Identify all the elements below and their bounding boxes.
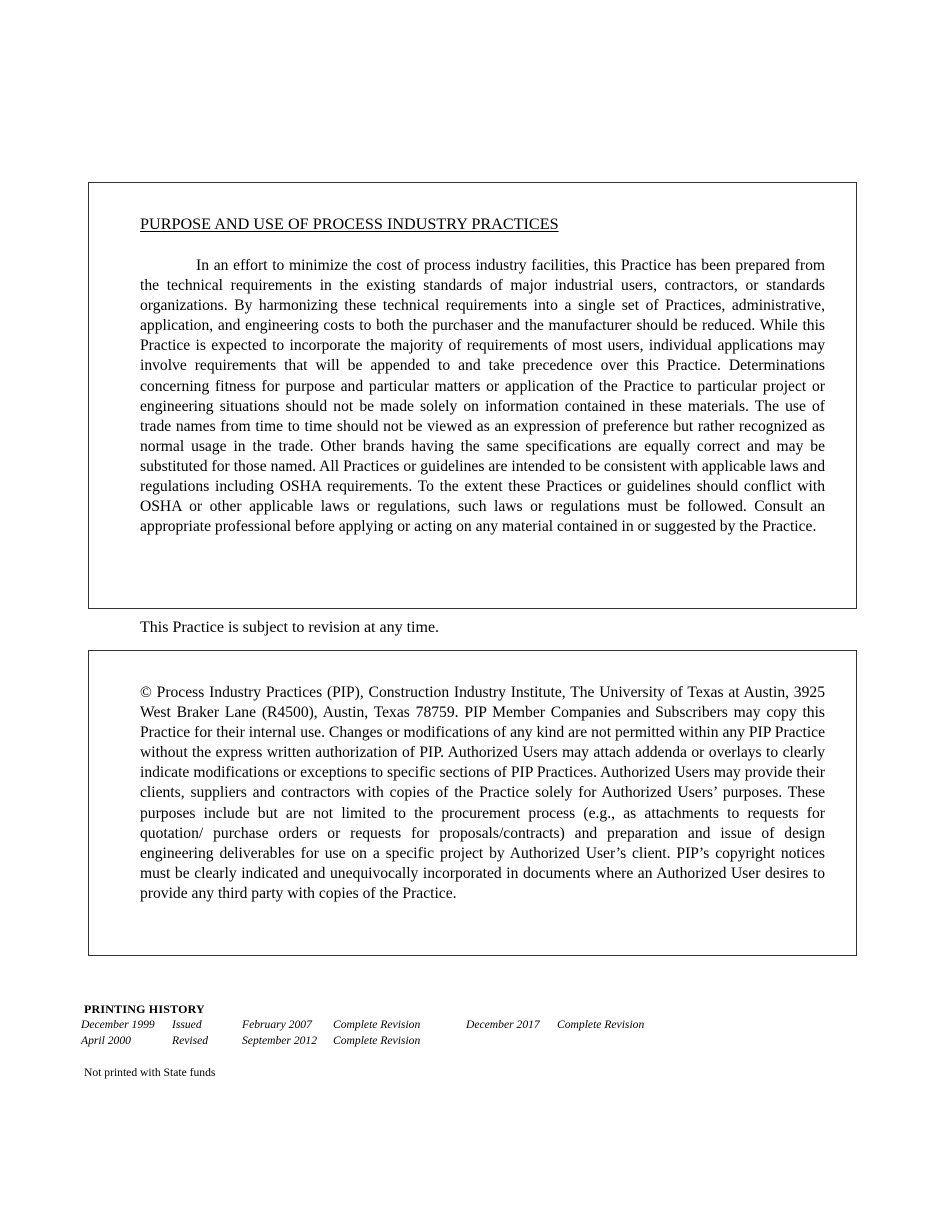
- printing-history-heading: PRINTING HISTORY: [84, 1002, 205, 1016]
- revision-note: This Practice is subject to revision at any time.: [140, 619, 440, 636]
- history-action: Complete Revision: [333, 1018, 421, 1031]
- purpose-title: PURPOSE AND USE OF PROCESS INDUSTRY PRACTICES: [140, 215, 559, 233]
- history-date: February 2007: [242, 1018, 312, 1031]
- copyright-paragraph: © Process Industry Practices (PIP), Construction Industry Institute, The University of Texas at Austin, 3925 West Braker Lane (R4500), Austin, Texas 78759. PIP Member Companies and Subscribers may copy this Practice for their internal use. Changes or modifications of any kind are not permitted within any PIP Practice without the express written authorization of PIP. Authorized Users may attach addenda or overlays to clearly indicate modifications or exceptions to specific sections of PIP Practices. Authorized Users may provide their clients, suppliers and contractors with copies of the Practice solely for Authorized Users’ purposes. These purposes include but are not limited to the procurement process (e.g., as attachments to requests for quotation/ purchase orders or requests for proposals/contracts) and preparation and issue of design engineering deliverables for use on a specific project by Authorized User’s client. PIP’s copyright notices must be clearly indicated and unequivocally incorporated in documents where an Authorized User desires to provide any third party with copies of the Practice.: [140, 684, 825, 902]
- history-date: April 2000: [81, 1034, 131, 1047]
- history-date: December 2017: [466, 1018, 540, 1031]
- history-date: December 1999: [81, 1018, 155, 1031]
- history-action: Revised: [172, 1034, 209, 1047]
- history-action: Complete Revision: [333, 1034, 421, 1047]
- history-action: Complete Revision: [557, 1018, 645, 1031]
- copyright-box: [88, 650, 857, 956]
- purpose-box: [88, 182, 857, 609]
- history-date: September 2012: [242, 1034, 318, 1047]
- footer-note: Not printed with State funds: [84, 1066, 216, 1079]
- purpose-paragraph: In an effort to minimize the cost of process industry facilities, this Practice has been prepared from the technical requirements in the existing standards of major industrial users, contractors, or standards organizations. By harmonizing these technical requirements into a single set of Practices, administrative, application, and engineering costs to both the purchaser and the manufacturer should be reduced. While this Practice is expected to incorporate the majority of requirements of most users, individual applications may involve requirements that will be appended to and take precedence over this Practice. Determinations concerning fitness for purpose and particular matters or application of the Practice to particular project or engineering situations should not be made solely on information contained in these materials. The use of trade names from time to time should not be viewed as an expression of preference but rather recognized as normal usage in the trade. Other brands having the same specifications are equally correct and may be substituted for those named. All Practices or guidelines are intended to be consistent with applicable laws and regulations including OSHA requirements. To the extent these Practices or guidelines should conflict with OSHA or other applicable laws or regulations, such laws or regulations must be followed. Consult an appropriate professional before applying or acting on any material contained in or suggested by the Practice.: [140, 257, 825, 536]
- history-action: Issued: [172, 1018, 202, 1031]
